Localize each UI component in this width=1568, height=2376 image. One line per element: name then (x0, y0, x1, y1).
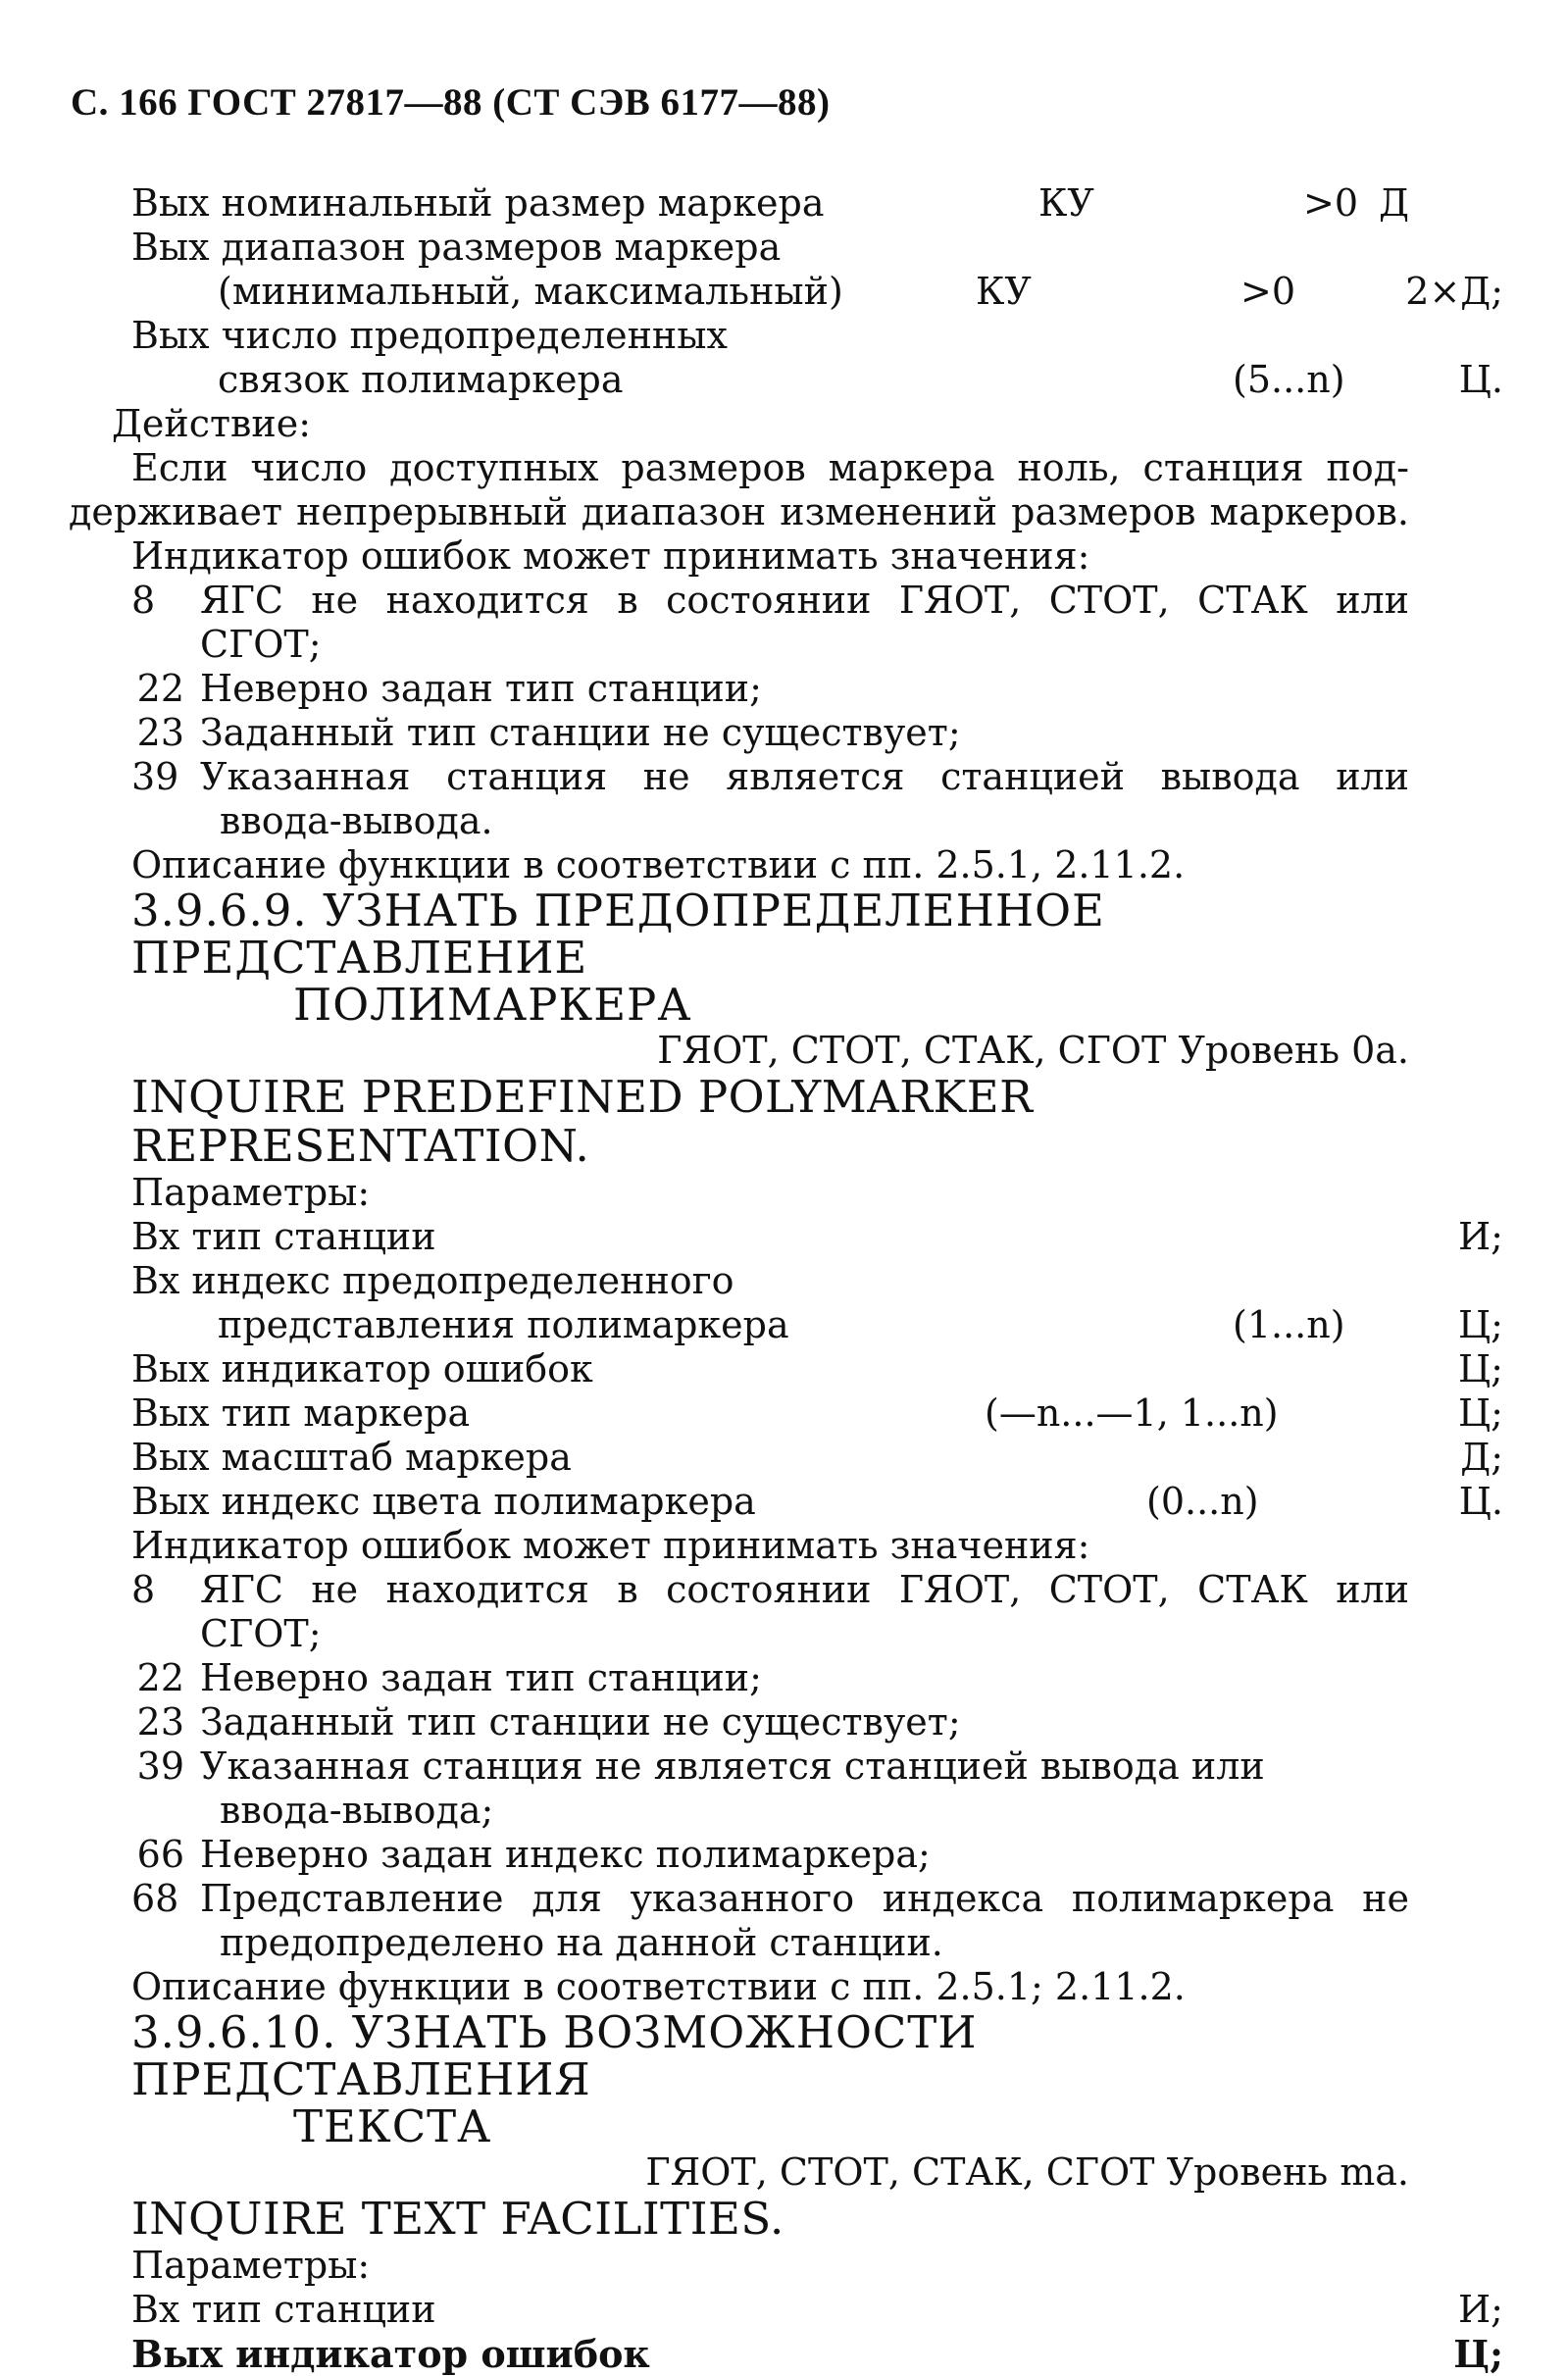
params-label: Параметры: (131, 2244, 371, 2287)
english-function-name: INQUIRE TEXT FACILITIES. (131, 2193, 784, 2245)
error-text: Заданный тип станции не существует; (200, 711, 961, 754)
param-row (131, 1259, 1499, 1303)
param-row-cont (218, 270, 1503, 314)
error-item-cont (131, 1612, 1409, 1656)
param-name: Вых тип маркера (131, 1391, 471, 1435)
error-text: Указанная станция не является станцией вывода или (200, 755, 1409, 798)
param-row (131, 2288, 1503, 2332)
error-item (131, 1744, 1409, 1789)
error-text: Неверно задан тип станции; (200, 667, 762, 710)
param-kind: Ц; (1458, 1303, 1503, 1346)
error-code: 39 (131, 755, 179, 798)
action-text-line2: держивает непрерывный диапазон изменений размеров маркеров. (69, 490, 1409, 533)
param-row (131, 1391, 1503, 1436)
error-item (131, 1656, 1409, 1700)
param-name: Вых число предопределенных (131, 314, 728, 357)
english-function-name: INQUIRE PREDEFINED POLYMARKER REPRESENTATION. (131, 1071, 1034, 1172)
availability-line: ГЯОТ, СТОТ, СТАК, СГОТ Уровень mа. (645, 2150, 1409, 2194)
error-item-cont (131, 1921, 1409, 1965)
param-row-cont (218, 358, 1503, 402)
param-range: (0...n) (1146, 1480, 1259, 1523)
param-kind: И; (1458, 2288, 1503, 2331)
param-range: (1...n) (1233, 1303, 1345, 1346)
param-range: >0 (1303, 181, 1359, 225)
error-code: 8 (131, 1568, 156, 1611)
section-title (131, 887, 1409, 1029)
error-list (131, 1568, 1409, 1965)
param-name: Вых диапазон размеров маркера (131, 226, 782, 269)
error-text-cont: ввода-вывода. (220, 799, 493, 842)
param-row (131, 1480, 1503, 1524)
error-text-cont: СГОТ; (200, 623, 322, 666)
param-row (131, 226, 1499, 270)
error-text: Заданный тип станции не существует; (200, 1700, 961, 1744)
function-description: Описание функции в соответствии с пп. 2.5.1; 2.11.2. (131, 1965, 1186, 2008)
param-type: КУ (976, 270, 1032, 313)
params-label: Параметры: (131, 1171, 371, 1214)
param-kind: Ц. (1458, 1480, 1503, 1523)
error-item (131, 667, 1409, 711)
param-name: Вых индикатор ошибок (131, 2332, 650, 2376)
error-item (131, 579, 1409, 623)
section-title (131, 2006, 1409, 2152)
param-name: Вх тип станции (131, 1215, 436, 1258)
error-text-cont: предопределено на данной станции. (220, 1921, 943, 1964)
action-text-line1: Если число доступных размеров маркера ноль, станция под- (131, 446, 1409, 489)
param-type: КУ (1038, 181, 1094, 225)
section-title-line1: 3.9.6.10. УЗНАТЬ ВОЗМОЖНОСТИ ПРЕДСТАВЛЕНИЯ (131, 2006, 978, 2105)
param-name-cont: (минимальный, максимальный) (218, 270, 843, 313)
section-title-line2: ТЕКСТА (293, 2100, 492, 2152)
param-kind: Ц; (1458, 1347, 1503, 1390)
error-text: Неверно задан индекс полимаркера; (200, 1833, 931, 1876)
page-header: С. 166 ГОСТ 27817—88 (СТ СЭВ 6177—88) (71, 81, 831, 124)
error-text: ЯГС не находится в состоянии ГЯОТ, СТОТ, СТАК или (200, 579, 1409, 622)
error-item-cont (131, 799, 1409, 843)
param-name-cont: связок полимаркера (218, 358, 624, 401)
param-row (131, 1347, 1503, 1391)
error-code: 8 (131, 579, 156, 622)
param-row-cont (218, 1303, 1503, 1347)
param-row (131, 2332, 1503, 2376)
param-range: (—n...—1, 1...n) (985, 1391, 1279, 1435)
param-kind: Ц. (1458, 358, 1503, 401)
error-item (131, 1700, 1409, 1744)
error-item (131, 1833, 1409, 1877)
param-name: Вых индикатор ошибок (131, 1347, 593, 1390)
param-kind: 2×Д; (1405, 270, 1503, 313)
error-code: 23 (136, 1700, 184, 1744)
error-item (131, 1568, 1409, 1612)
error-intro: Индикатор ошибок может принимать значения: (131, 534, 1090, 578)
param-row (131, 181, 1499, 226)
error-code: 39 (136, 1744, 184, 1788)
error-text: Указанная станция не является станцией вывода или (200, 1744, 1265, 1788)
action-label: Действие: (112, 402, 312, 445)
param-name: Вых индекс цвета полимаркера (131, 1480, 756, 1523)
param-row (131, 1215, 1503, 1259)
param-kind: Ц; (1458, 1391, 1503, 1435)
error-item (131, 1877, 1409, 1921)
section-title-line1: 3.9.6.9. УЗНАТЬ ПРЕДОПРЕДЕЛЕННОЕ ПРЕДСТАВЛЕНИЕ (131, 885, 1105, 984)
param-kind: Ц; (1453, 2332, 1503, 2376)
param-kind: Д; (1460, 1436, 1503, 1479)
availability-line: ГЯОТ, СТОТ, СТАК, СГОТ Уровень 0а. (657, 1029, 1409, 1072)
param-name: Вых масштаб маркера (131, 1436, 572, 1479)
error-code: 22 (136, 1656, 184, 1699)
error-item (131, 711, 1409, 755)
error-text: Неверно задан тип станции; (200, 1656, 762, 1699)
section-title-line2: ПОЛИМАРКЕРА (293, 979, 692, 1031)
error-list (131, 579, 1409, 843)
param-row (131, 314, 1499, 358)
error-item-cont (131, 623, 1409, 667)
error-text: Представление для указанного индекса полимаркера не (200, 1877, 1409, 1920)
error-code: 22 (136, 667, 184, 710)
error-item (131, 755, 1409, 799)
param-row (131, 1436, 1503, 1480)
param-name: Вх индекс предопределенного (131, 1259, 734, 1302)
error-text-cont: ввода-вывода; (220, 1789, 494, 1832)
error-text: ЯГС не находится в состоянии ГЯОТ, СТОТ, СТАК или (200, 1568, 1409, 1611)
error-item-cont (131, 1789, 1409, 1833)
param-name-cont: представления полимаркера (218, 1303, 789, 1346)
error-code: 23 (136, 711, 184, 754)
param-kind: И; (1458, 1215, 1503, 1258)
error-intro: Индикатор ошибок может принимать значения: (131, 1524, 1090, 1567)
function-description: Описание функции в соответствии с пп. 2.5.1, 2.11.2. (131, 843, 1186, 886)
param-name: Вх тип станции (131, 2288, 436, 2331)
error-code: 66 (136, 1833, 184, 1876)
error-code: 68 (131, 1877, 179, 1920)
param-range: (5...n) (1233, 358, 1345, 401)
param-range: >0 (1240, 270, 1296, 313)
param-name: Вых номинальный размер маркера (131, 181, 825, 225)
param-kind: Д (1379, 181, 1409, 225)
error-text-cont: СГОТ; (200, 1612, 322, 1655)
